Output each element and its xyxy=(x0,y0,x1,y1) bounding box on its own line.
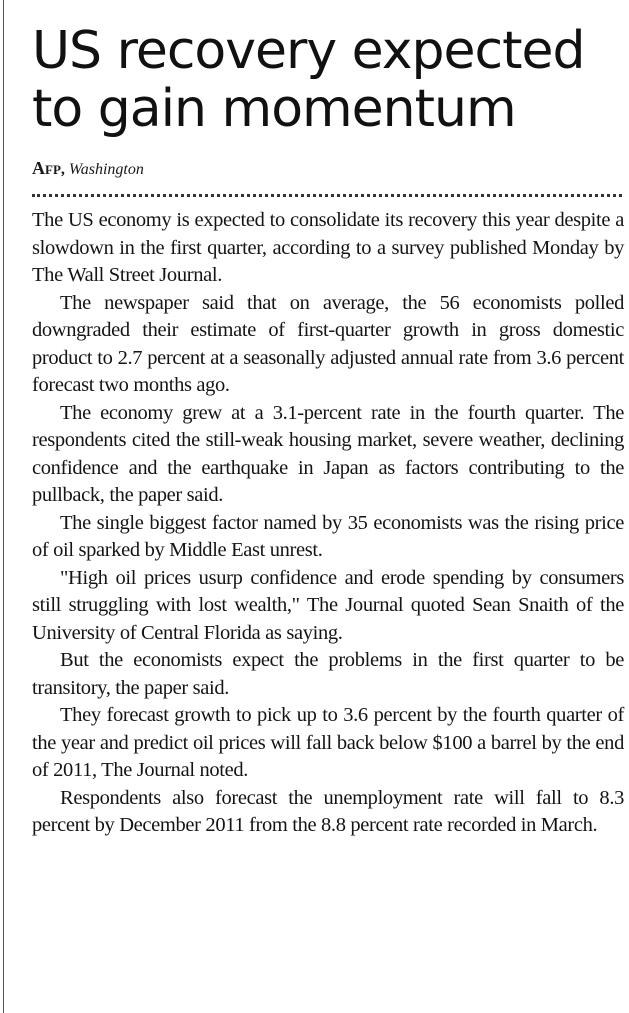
byline-location: Washington xyxy=(68,161,144,178)
paragraph: Respondents also forecast the unemployment rate will fall to 8.3 percent by December 2011 from the 8.8 percent rate recorded in March. xyxy=(32,786,624,836)
paragraph: They forecast growth to pick up to 3.6 percent by the fourth quarter of the year and predict oil prices will fall back below $100 a barrel by the end of 2011, The Journal noted. xyxy=(32,704,624,781)
headline-line-1: US recovery expected xyxy=(32,21,585,81)
paragraph: The US economy is expected to consolidate its recovery this year despite a slowdown in the first quarter, according to a survey published Monday by The Wall Street Journal. xyxy=(32,209,624,286)
paragraph: But the economists expect the problems in the first quarter to be transitory, the paper said. xyxy=(32,649,624,699)
paragraph: The newspaper said that on average, the 56 economists polled downgraded their estimate of first-quarter growth in gross domestic product to 2.7 percent at a seasonally adjusted annual rate from 3.6 percent forecast two months ago. xyxy=(32,291,624,396)
byline xyxy=(32,158,624,182)
paragraph: The economy grew at a 3.1-percent rate in the fourth quarter. The respondents cited the still-weak housing market, severe weather, declining confidence and the earthquake in Japan as factors contributing to the pullback, the paper said. xyxy=(32,401,624,506)
headline xyxy=(32,22,624,138)
news-article xyxy=(32,22,624,840)
headline-line-2: to gain momentum xyxy=(32,79,516,139)
paragraph: The single biggest factor named by 35 economists was the rising price of oil sparked by Middle East unrest. xyxy=(32,511,624,561)
dotted-divider xyxy=(32,194,622,197)
column-rule xyxy=(3,0,4,1013)
byline-agency: Afp xyxy=(32,158,61,178)
paragraph: "High oil prices usurp confidence and erode spending by consumers still struggling with lost wealth," The Journal quoted Sean Snaith of the University of Central Florida as saying. xyxy=(32,566,624,644)
article-body xyxy=(32,207,624,840)
byline-separator: , xyxy=(60,161,65,178)
